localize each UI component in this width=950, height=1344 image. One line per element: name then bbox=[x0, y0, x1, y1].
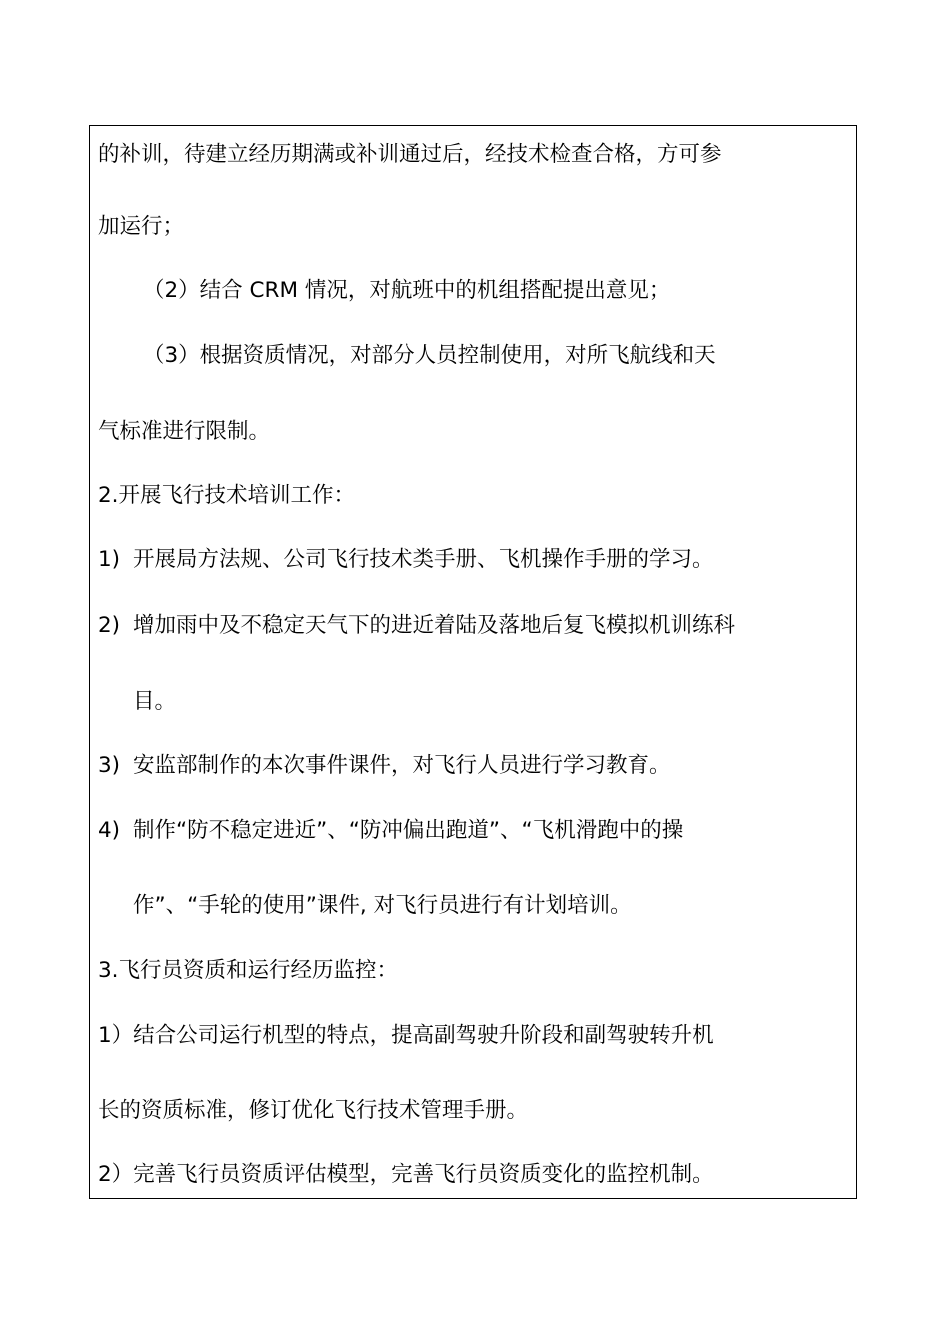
text-line: 2）完善飞行员资质评估模型，完善飞行员资质变化的监控机制。 bbox=[98, 1162, 714, 1187]
text-line: 气标准进行限制。 bbox=[98, 419, 271, 444]
list-item-continued: 目。 bbox=[133, 689, 177, 714]
text-line: （3）根据资质情况，对部分人员控制使用，对所飞航线和天 bbox=[143, 343, 716, 368]
section-heading: 2.开展飞行技术培训工作： bbox=[98, 483, 356, 508]
text-line: 1）结合公司运行机型的特点，提高副驾驶升阶段和副驾驶转升机 bbox=[98, 1023, 714, 1048]
section-heading: 3.飞行员资质和运行经历监控： bbox=[98, 958, 399, 983]
list-item-continued: 作”、“手轮的使用”课件, 对飞行员进行有计划培训。 bbox=[133, 893, 632, 918]
list-marker: 3) bbox=[98, 753, 121, 778]
text-line: 加运行； bbox=[98, 214, 185, 239]
list-marker: 4) bbox=[98, 818, 121, 843]
list-marker: 1) bbox=[98, 547, 121, 572]
list-marker: 2) bbox=[98, 613, 121, 638]
text-line: 的补训，待建立经历期满或补训通过后，经技术检查合格，方可参 bbox=[98, 142, 722, 167]
list-item: 制作“防不稳定进近”、“防冲偏出跑道”、“飞机滑跑中的操 bbox=[133, 818, 684, 843]
list-item: 开展局方法规、公司飞行技术类手册、飞机操作手册的学习。 bbox=[133, 547, 714, 572]
text-line: 长的资质标准，修订优化飞行技术管理手册。 bbox=[98, 1098, 529, 1123]
list-item: 安监部制作的本次事件课件，对飞行人员进行学习教育。 bbox=[133, 753, 671, 778]
list-item: 增加雨中及不稳定天气下的进近着陆及落地后复飞模拟机训练科 bbox=[133, 613, 736, 638]
text-line: （2）结合 CRM 情况，对航班中的机组搭配提出意见； bbox=[143, 278, 671, 303]
